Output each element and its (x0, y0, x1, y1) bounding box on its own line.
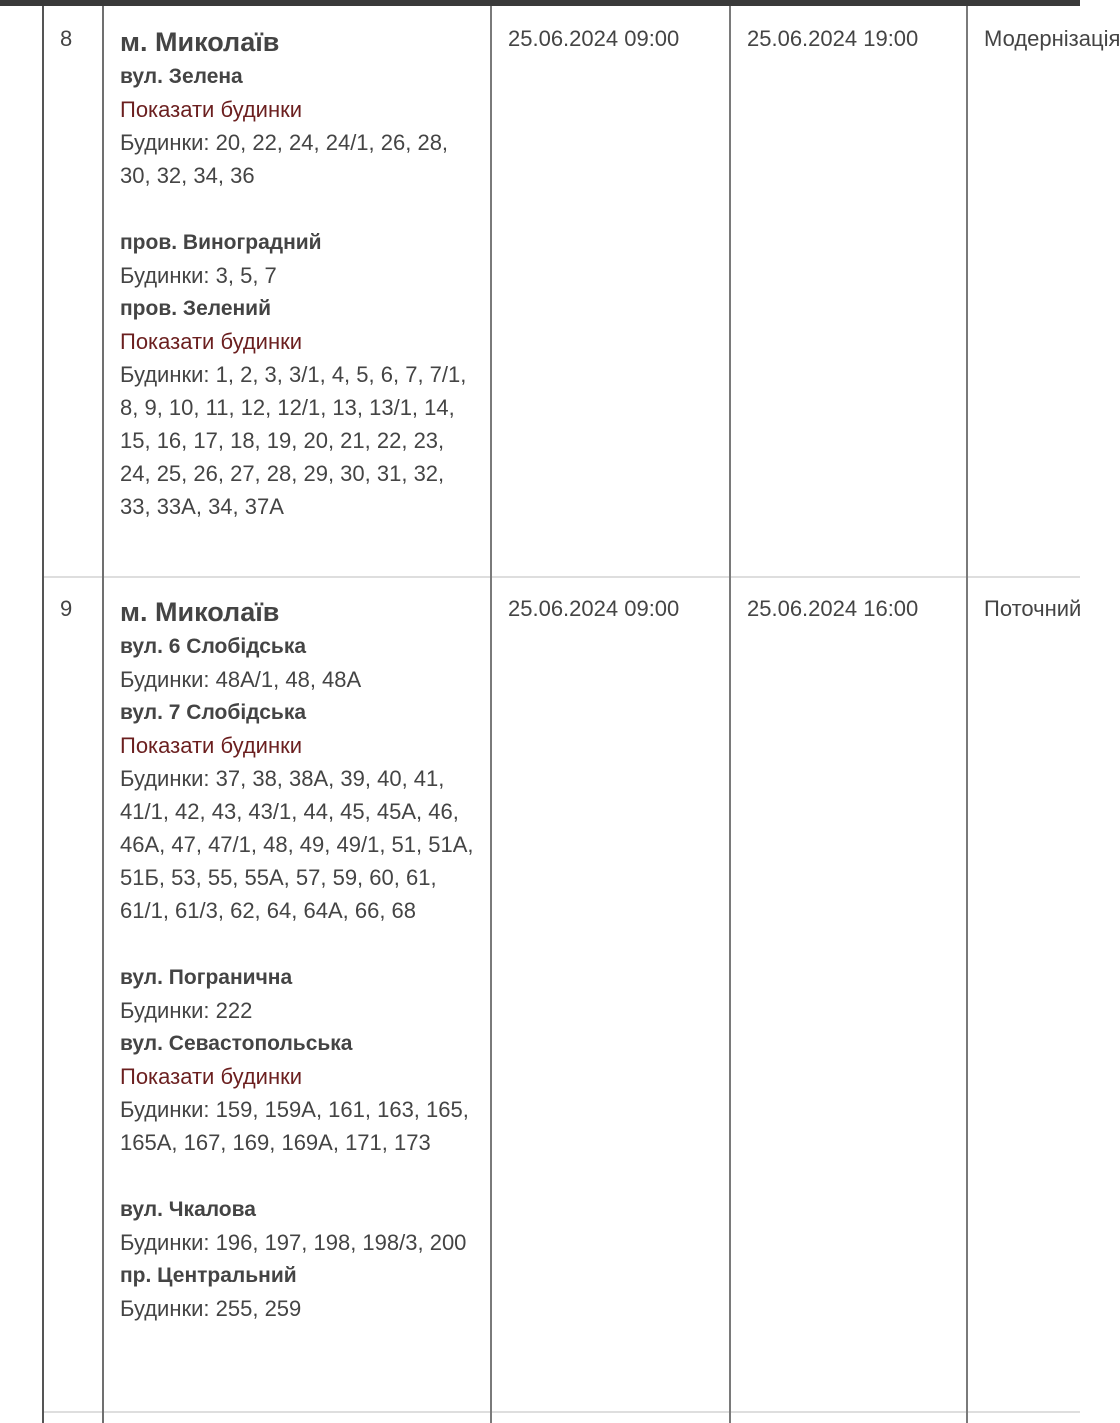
houses-list: Будинки: 159, 159А, 161, 163, 165, 165А, 167, 169, 169А, 171, 173 (120, 1097, 469, 1155)
street-name: пров. Виноградний (120, 231, 322, 254)
column-divider (966, 6, 968, 1423)
column-divider (729, 6, 731, 1423)
houses-list: Будинки: 196, 197, 198, 198/3, 200 (120, 1230, 467, 1255)
outage-end-time: 25.06.2024 19:00 (747, 26, 919, 51)
row-number: 8 (60, 26, 73, 51)
street-name: вул. Зелена (120, 65, 243, 88)
address-cell (120, 24, 480, 523)
show-houses-link[interactable]: Показати будинки (120, 1064, 303, 1089)
street-name: пров. Зелений (120, 297, 271, 320)
work-type: Модернізація (984, 26, 1120, 51)
table-row (0, 6, 1120, 576)
outage-end-time: 25.06.2024 16:00 (747, 596, 919, 621)
street-name: пр. Центральний (120, 1264, 297, 1287)
houses-list: Будинки: 48А/1, 48, 48А (120, 667, 362, 692)
work-type: Поточний (984, 596, 1082, 621)
address-cell (120, 594, 480, 1325)
row-divider (44, 1411, 1080, 1413)
houses-list: Будинки: 255, 259 (120, 1296, 302, 1321)
houses-list: Будинки: 222 (120, 998, 253, 1023)
street-name: вул. Чкалова (120, 1198, 256, 1221)
houses-list: Будинки: 20, 22, 24, 24/1, 26, 28, 30, 32, 34, 36 (120, 130, 449, 188)
show-houses-link[interactable]: Показати будинки (120, 733, 303, 758)
outage-start-time: 25.06.2024 09:00 (508, 596, 680, 621)
show-houses-link[interactable]: Показати будинки (120, 97, 303, 122)
row-number: 9 (60, 596, 73, 621)
city-name: м. Миколаїв (120, 597, 280, 627)
street-name: вул. Погранична (120, 966, 293, 989)
houses-list: Будинки: 3, 5, 7 (120, 263, 277, 288)
houses-list: Будинки: 1, 2, 3, 3/1, 4, 5, 6, 7, 7/1, 8, 9, 10, 11, 12, 12/1, 13, 13/1, 14, 15, 16, 17, 18, 19, 20, 21, 22, 23, 24, 25, 26, 27, 28, 29, 30, 31, 32, 33, 33А, 34, 37А (120, 362, 467, 519)
houses-list: Будинки: 37, 38, 38А, 39, 40, 41, 41/1, 42, 43, 43/1, 44, 45, 45А, 46, 46А, 47, 47/1, 48, 49, 49/1, 51, 51А, 51Б, 53, 55, 55А, 57, 59, 60, 61, 61/1, 61/3, 62, 64, 64А, 66, 68 (120, 766, 474, 923)
street-name: вул. Севастопольська (120, 1032, 353, 1055)
outage-start-time: 25.06.2024 09:00 (508, 26, 680, 51)
column-divider (102, 6, 104, 1423)
show-houses-link[interactable]: Показати будинки (120, 329, 303, 354)
table-row (0, 576, 1080, 1412)
street-name: вул. 6 Слобідська (120, 635, 307, 658)
row-divider (44, 576, 1080, 578)
city-name: м. Миколаїв (120, 27, 280, 57)
street-name: вул. 7 Слобідська (120, 701, 307, 724)
column-divider (490, 6, 492, 1423)
table-border-left (42, 6, 44, 1423)
